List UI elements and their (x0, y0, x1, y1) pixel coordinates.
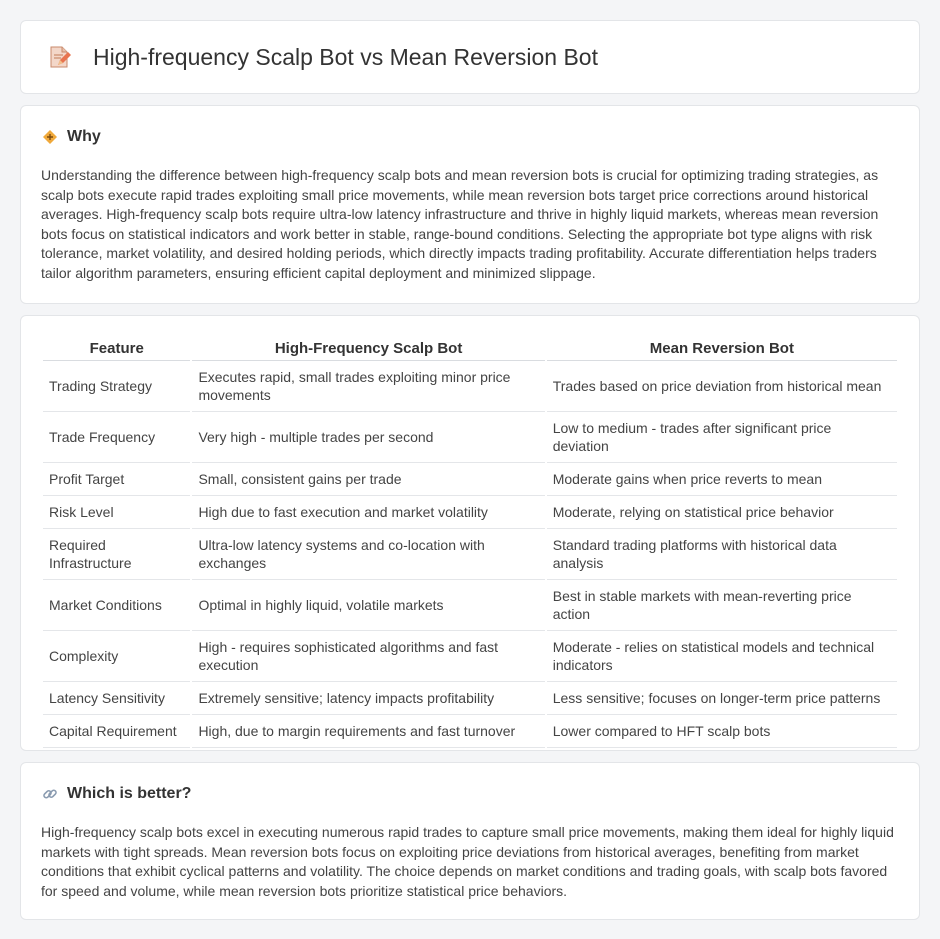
header-feature: Feature (43, 336, 190, 361)
mean-reversion-cell: Low to medium - trades after significant price deviation (547, 412, 897, 463)
feature-cell: Risk Level (43, 496, 190, 529)
scalp-cell: Small, consistent gains per trade (192, 463, 544, 496)
table-row (43, 682, 897, 715)
table-header-row (43, 336, 897, 361)
scalp-cell: Extremely sensitive; latency impacts profitability (192, 682, 544, 715)
mean-reversion-cell: Lower compared to HFT scalp bots (547, 715, 897, 748)
better-text: High-frequency scalp bots excel in executing numerous rapid trades to capture small price movements, making them ideal for highly liquid markets with tight spreads. Mean reversion bots focus on exploiting price deviations from historical averages, benefiting from market conditions that exhibit cyclical patterns and volatility. The choice depends on market conditions and trading goals, with scalp bots favored for speed and volume, while mean reversion bots prioritize statistical price behaviors. (41, 824, 894, 899)
feature-cell: Latency Sensitivity (43, 682, 190, 715)
feature-cell: Trading Strategy (43, 361, 190, 412)
which-is-better-section (20, 762, 920, 920)
table-row (43, 580, 897, 631)
scalp-cell: Executes rapid, small trades exploiting minor price movements (192, 361, 544, 412)
mean-reversion-cell: Best in stable markets with mean-reverting price action (547, 580, 897, 631)
mean-reversion-cell: Less sensitive; focuses on longer-term price patterns (547, 682, 897, 715)
warning-diamond-icon (41, 128, 59, 146)
why-section (20, 105, 920, 304)
table-row (43, 496, 897, 529)
title-card (20, 20, 920, 94)
header-scalp-bot: High-Frequency Scalp Bot (192, 336, 544, 361)
feature-cell: Capital Requirement (43, 715, 190, 748)
why-heading: Why (67, 128, 101, 145)
table-row (43, 715, 897, 748)
table-row (43, 412, 897, 463)
table-row (43, 463, 897, 496)
scalp-cell: Optimal in highly liquid, volatile markets (192, 580, 544, 631)
comparison-table-card (20, 315, 920, 751)
mean-reversion-cell: Moderate, relying on statistical price behavior (547, 496, 897, 529)
feature-cell: Complexity (43, 631, 190, 682)
table-row (43, 529, 897, 580)
better-heading: Which is better? (67, 785, 192, 802)
edit-document-icon (45, 43, 73, 71)
feature-cell: Profit Target (43, 463, 190, 496)
feature-cell: Trade Frequency (43, 412, 190, 463)
link-icon (41, 785, 59, 803)
why-text: Understanding the difference between high-frequency scalp bots and mean reversion bots is crucial for optimizing trading strategies, as scalp bots execute rapid trades exploiting small price movements, while mean reversion bots target price corrections around historical averages. High-frequency scalp bots require ultra-low latency infrastructure and thrive in highly liquid markets, whereas mean reversion bots focus on statistical indicators and work better in stable, range-bound conditions. Selecting the appropriate bot type aligns with risk tolerance, market volatility, and desired holding periods, which directly impacts trading profitability. Accurate differentiation helps traders tailor algorithm parameters, ensuring efficient capital deployment and minimized slippage. (41, 167, 879, 281)
mean-reversion-cell: Standard trading platforms with historical data analysis (547, 529, 897, 580)
comparison-table (41, 336, 899, 748)
page-title: High-frequency Scalp Bot vs Mean Reversion Bot (93, 43, 598, 70)
feature-cell: Required Infrastructure (43, 529, 190, 580)
mean-reversion-cell: Trades based on price deviation from historical mean (547, 361, 897, 412)
scalp-cell: High, due to margin requirements and fast turnover (192, 715, 544, 748)
mean-reversion-cell: Moderate - relies on statistical models and technical indicators (547, 631, 897, 682)
scalp-cell: High due to fast execution and market volatility (192, 496, 544, 529)
scalp-cell: High - requires sophisticated algorithms and fast execution (192, 631, 544, 682)
table-row (43, 361, 897, 412)
scalp-cell: Very high - multiple trades per second (192, 412, 544, 463)
feature-cell: Market Conditions (43, 580, 190, 631)
table-row (43, 631, 897, 682)
mean-reversion-cell: Moderate gains when price reverts to mean (547, 463, 897, 496)
header-mean-reversion-bot: Mean Reversion Bot (547, 336, 897, 361)
scalp-cell: Ultra-low latency systems and co-location with exchanges (192, 529, 544, 580)
